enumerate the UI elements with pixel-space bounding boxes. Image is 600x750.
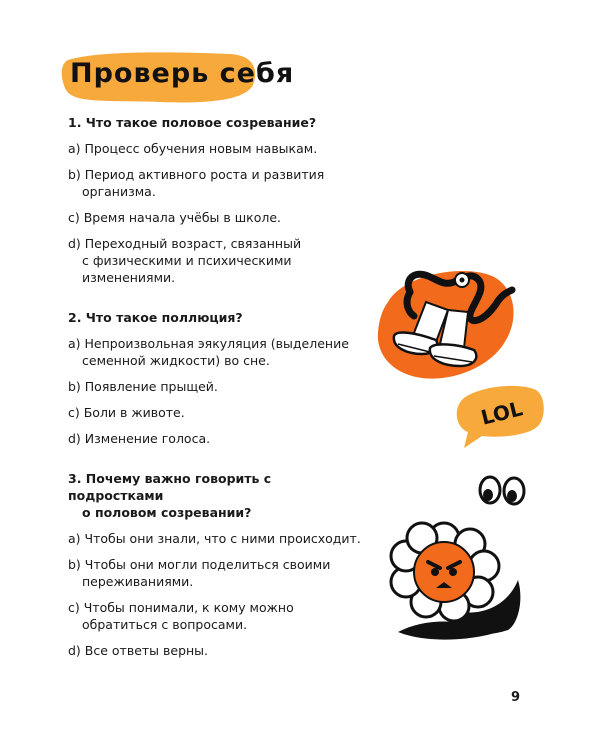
option-1d-line3: изменениями. xyxy=(82,270,176,285)
page-number: 9 xyxy=(511,690,521,705)
option-3c-line1: c) Чтобы понимали, к кому можно xyxy=(68,600,294,615)
option-1c: c) Время начала учёбы в школе. xyxy=(68,210,282,225)
option-1b xyxy=(68,166,368,200)
option-2a xyxy=(68,335,368,369)
option-3b-line2: переживаниями. xyxy=(82,574,194,589)
option-2a-line2: семенной жидкости) во сне. xyxy=(82,353,270,368)
page-title: Проверь себя xyxy=(70,58,295,89)
title-badge xyxy=(60,48,295,106)
angry-flower-illustration xyxy=(378,520,528,650)
question-3-line2: о половом созревании? xyxy=(82,505,252,520)
option-1b-line2: организма. xyxy=(82,184,156,199)
quiz-content xyxy=(68,114,368,668)
eyes-icon xyxy=(474,470,530,510)
option-3a: a) Чтобы они знали, что с ними происходит. xyxy=(68,531,361,546)
option-1d-line2: с физическими и психическими xyxy=(82,253,292,268)
question-1: 1. Что такое половое созревание? xyxy=(68,115,317,130)
lol-speech-bubble xyxy=(450,382,546,450)
option-1b-line1: b) Период активного роста и развития xyxy=(68,167,325,182)
handstand-character-illustration xyxy=(374,262,526,386)
option-3c-line2: обратиться с вопросами. xyxy=(82,617,248,632)
option-3b xyxy=(68,556,368,590)
lol-text: LOL xyxy=(478,396,525,430)
option-1d-line1: d) Переходный возраст, связанный xyxy=(68,236,302,251)
option-1a: a) Процесс обучения новым навыкам. xyxy=(68,141,318,156)
option-1d xyxy=(68,235,368,286)
question-3 xyxy=(68,470,368,521)
option-3d: d) Все ответы верны. xyxy=(68,643,209,658)
question-3-line1: 3. Почему важно говорить с подростками xyxy=(68,471,272,503)
option-3b-line1: b) Чтобы они могли поделиться своими xyxy=(68,557,331,572)
option-2a-line1: a) Непроизвольная эякуляция (выделение xyxy=(68,336,349,351)
option-2d: d) Изменение голоса. xyxy=(68,431,211,446)
question-2: 2. Что такое поллюция? xyxy=(68,310,243,325)
option-3c xyxy=(68,599,368,633)
option-2c: c) Боли в животе. xyxy=(68,405,185,420)
option-2b: b) Появление прыщей. xyxy=(68,379,218,394)
